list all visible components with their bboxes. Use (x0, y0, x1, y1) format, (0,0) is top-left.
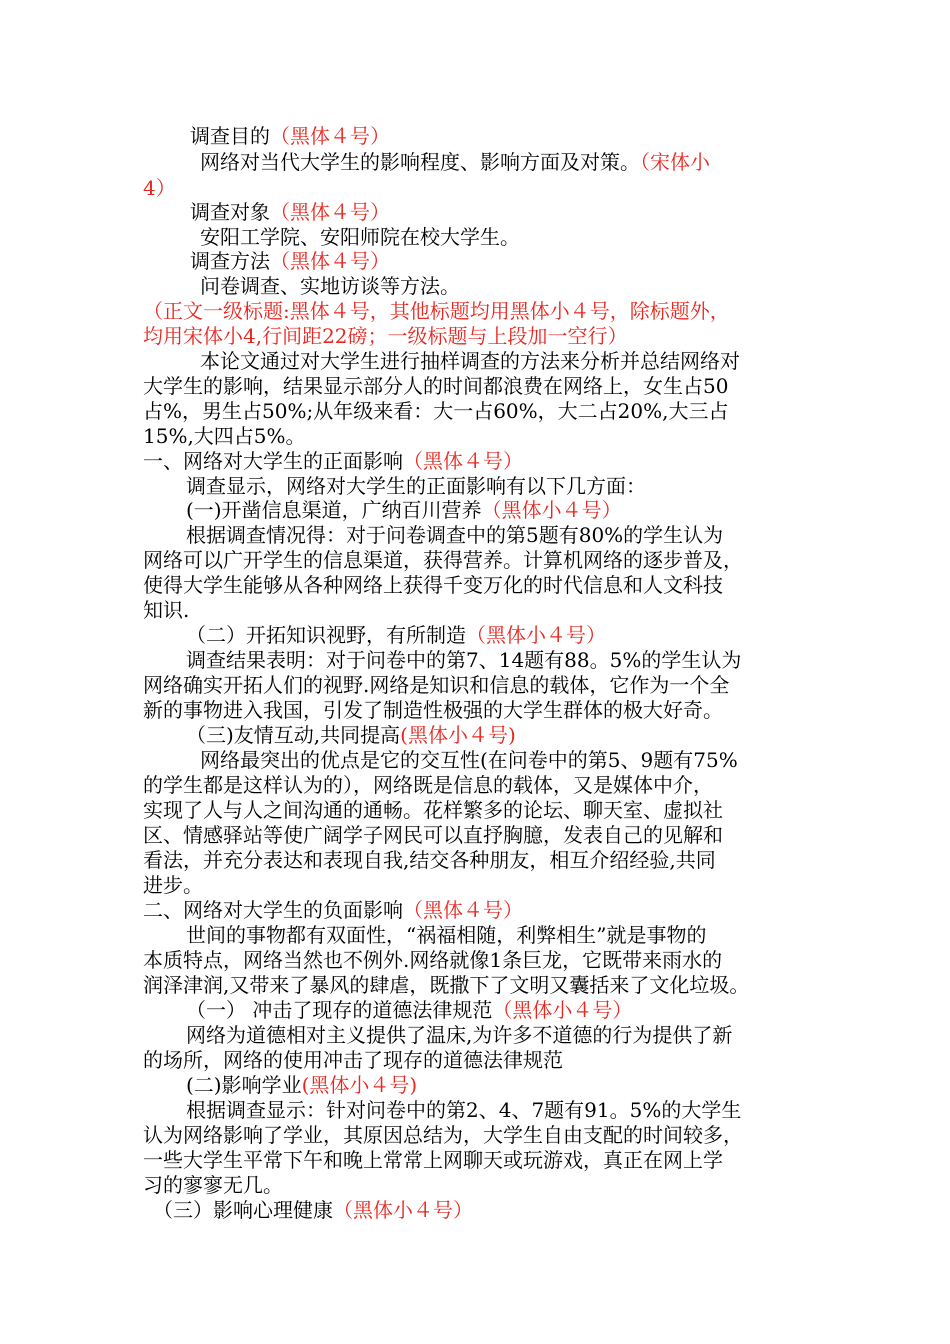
body-line: 问卷调查、实地访谈等方法。 (200, 274, 460, 298)
body-line: 实现了人与人之间沟通的通畅。花样繁多的论坛、聊天室、虚拟社 (143, 798, 723, 822)
body-line: 网络可以广开学生的信息渠道，获得营养。计算机网络的逐步普及， (143, 548, 743, 572)
section-label-method: 调查方法（黑体４号） (190, 249, 390, 273)
format-note: （黑体４号） (270, 249, 390, 273)
body-line: 的场所，网络的使用冲击了现存的道德法律规范 (143, 1048, 563, 1072)
body-line: 本质特点，网络当然也不例外.网络就像1条巨龙，它既带来雨水的 (143, 948, 723, 972)
body-line: 15%,大四占5%。 (143, 424, 306, 448)
format-instruction (143, 298, 730, 324)
body-line (143, 175, 176, 201)
format-note: （黑体４号） (270, 124, 390, 148)
body-line: 网络最突出的优点是它的交互性(在问卷中的第5、9题有75% (200, 748, 738, 772)
body-line: 区、情感驿站等使广阔学子网民可以直抒胸臆，发表自己的见解和 (143, 823, 723, 847)
format-note: （黑体小４号） (466, 623, 606, 647)
format-note: 4） (143, 176, 176, 200)
subheading: (二)影响学业(黑体小４号) (186, 1073, 418, 1097)
body-line: 进步。 (143, 873, 203, 897)
body-line: 调查显示，网络对大学生的正面影响有以下几方面： (186, 474, 646, 498)
body-line: 大学生的影响，结果显示部分人的时间都浪费在网络上，女生占50 (143, 374, 729, 398)
format-note: （黑体４号） (270, 200, 390, 224)
format-note: （黑体小４号） (481, 498, 622, 522)
body-line: 习的寥寥无几。 (143, 1173, 283, 1197)
body-line: 占%，男生占50%;从年级来看：大一占60%，大二占20%,大三占 (143, 399, 729, 423)
body-line: 网络对当代大学生的影响程度、影响方面及对策。（宋体小 (200, 150, 710, 174)
format-instruction (143, 323, 628, 349)
body-line: 认为网络影响了学业，其原因总结为，大学生自由支配的时间较多， (143, 1123, 743, 1147)
body-line: 使得大学生能够从各种网络上获得千变万化的时代信息和人文科技 (143, 573, 723, 597)
format-note: （黑体４号） (403, 449, 523, 473)
body-line: 润泽津润,又带来了暴风的肆虐，既撒下了文明又囊括来了文化垃圾。 (143, 973, 750, 997)
subheading: （一） 冲击了现存的道德法律规范（黑体小４号） (186, 998, 633, 1022)
subheading: （三）影响心理健康（黑体小４号） (153, 1198, 473, 1222)
format-note: （黑体小４号） (492, 998, 633, 1022)
format-note: （正文一级标题:黑体４号，其他标题均用黑体小４号，除标题外， (143, 299, 730, 323)
body-line: 的学生都是这样认为的），网络既是信息的载体，又是媒体中介， (143, 773, 713, 797)
format-note: （黑体小４号） (333, 1198, 473, 1222)
body-line: 根据调查情况得：对于问卷调查中的第5题有80%的学生认为 (186, 523, 724, 547)
body-line: 安阳工学院、安阳师院在校大学生。 (200, 225, 520, 249)
format-note: 均用宋体小4,行间距22磅；一级标题与上段加一空行） (143, 324, 628, 348)
body-line: 根据调查显示：针对问卷中的第2、4、7题有91。5%的大学生 (186, 1098, 742, 1122)
body-line: 新的事物进入我国，引发了制造性极强的大学生群体的极大好奇。 (143, 698, 723, 722)
format-note: （宋体小 (640, 150, 710, 174)
heading-negative: 二、网络对大学生的负面影响（黑体４号） (143, 898, 523, 922)
section-label-subject: 调查对象（黑体４号） (190, 200, 390, 224)
body-line: 网络确实开拓人们的视野.网络是知识和信息的载体，它作为一个全 (143, 673, 730, 697)
format-note: (黑体小４号) (301, 1073, 418, 1097)
body-line: 一些大学生平常下午和晚上常常上网聊天或玩游戏，真正在网上学 (143, 1148, 723, 1172)
body-line: 知识. (143, 598, 190, 622)
subheading: （二）开拓知识视野，有所制造（黑体小４号） (186, 623, 606, 647)
body-line: 看法，并充分表达和表现自我,结交各种朋友，相互介绍经验,共同 (143, 848, 716, 872)
subheading: (一)开凿信息渠道，广纳百川营养（黑体小４号） (186, 498, 622, 522)
body-line: 本论文通过对大学生进行抽样调查的方法来分析并总结网络对 (200, 349, 740, 373)
subheading: （三)友情互动,共同提高(黑体小４号) (186, 723, 516, 747)
body-line: 调查结果表明：对于问卷中的第7、14题有88。5%的学生认为 (186, 648, 742, 672)
format-note: (黑体小４号) (400, 723, 516, 747)
heading-positive: 一、网络对大学生的正面影响（黑体４号） (143, 449, 523, 473)
body-line: 网络为道德相对主义提供了温床,为许多不道德的行为提供了新 (186, 1023, 733, 1047)
section-label-purpose: 调查目的（黑体４号） (190, 124, 390, 148)
body-line: 世间的事物都有双面性，“祸福相随，利弊相生”就是事物的 (186, 923, 707, 947)
format-note: （黑体４号） (403, 898, 523, 922)
